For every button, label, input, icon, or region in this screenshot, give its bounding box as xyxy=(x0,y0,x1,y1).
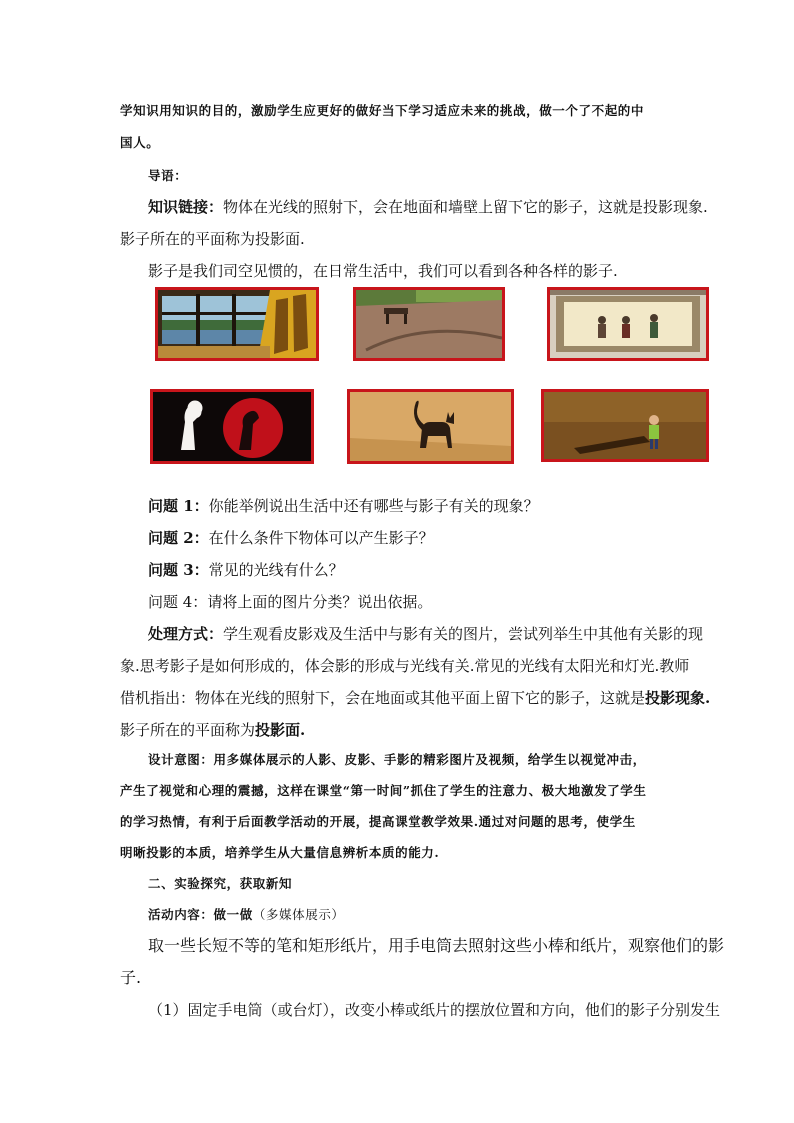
shadow-play-photo xyxy=(547,287,709,361)
activity-line xyxy=(148,905,708,925)
design-label: 设计意图： xyxy=(148,752,214,767)
intro-line-2: 国人。 xyxy=(120,135,160,150)
guide-label: 导语： xyxy=(148,168,188,183)
design-line-4: 明晰投影的本质，培养学生从大量信息辨析本质的能力. xyxy=(120,845,440,860)
method-term-projection: 投影现象. xyxy=(645,689,711,707)
design-line-3: 的学习热情，有利于后面教学活动的开展，提高课堂教学效果.通过对问题的思考，使学生 xyxy=(120,814,636,829)
method-line-2: 象.思考影子是如何形成的，体会影的形成与光线有关.常见的光线有太阳光和灯光.教师 xyxy=(120,657,690,675)
question-4 xyxy=(148,592,708,612)
child-shadow-photo xyxy=(541,389,709,462)
cat-shadow-photo xyxy=(347,389,514,464)
experiment-line-1: 取一些长短不等的笔和矩形纸片，用手电筒去照射这些小棒和纸片，观察他们的影 xyxy=(148,936,725,955)
design-line-2: 产生了视觉和心理的震撼，这样在课堂“第一时间”抓住了学生的注意力、极大地激发了学生 xyxy=(120,783,647,798)
method-text-1: 学生观看皮影戏及生活中与影有关的图片，尝试列举生中其他有关影的现 xyxy=(223,625,704,643)
child-shadow-image xyxy=(544,392,706,459)
question-3-text: 常见的光线有什么？ xyxy=(208,561,344,579)
knowledge-label: 知识链接： xyxy=(148,198,224,216)
activity-label: 活动内容：做一做 xyxy=(148,907,253,922)
method-label: 处理方式： xyxy=(148,625,224,643)
park-bench-image xyxy=(356,290,502,358)
method-line-3 xyxy=(120,688,711,708)
question-2-text: 在什么条件下物体可以产生影子？ xyxy=(208,529,434,547)
window-shadow-photo xyxy=(155,287,319,361)
question-3-label: 问题 3： xyxy=(148,561,209,579)
activity-note: （多媒体展示） xyxy=(252,907,345,922)
experiment-line-2: 子. xyxy=(120,968,142,987)
question-4-text: 请将上面的图片分类？说出依据。 xyxy=(207,593,433,611)
design-text-1: 用多媒体展示的人影、皮影、手影的精彩图片及视频，给学生以视觉冲击， xyxy=(213,752,646,767)
step-1: （1）固定手电筒（或台灯），改变小棒或纸片的摆放位置和方向，他们的影子分别发生 xyxy=(148,1001,721,1019)
method-text-3: 借机指出：物体在光线的照射下，会在地面或其他平面上留下它的影子，这就是 xyxy=(120,689,646,707)
method-term-plane: 投影面. xyxy=(255,721,306,739)
window-shadow-image xyxy=(158,290,316,358)
method-text-4: 影子所在的平面称为 xyxy=(120,721,256,739)
question-2 xyxy=(148,528,708,548)
knowledge-text-1: 物体在光线的照射下，会在地面和墙壁上留下它的影子，这就是投影现象. xyxy=(223,198,708,216)
cat-shadow-image xyxy=(350,392,511,461)
hand-shadow-photo xyxy=(150,389,314,464)
section-2-title: 二、实验探究，获取新知 xyxy=(148,876,293,891)
design-line-1 xyxy=(148,750,708,770)
shadow-play-image xyxy=(550,290,706,358)
question-4-label: 问题 4： xyxy=(148,593,208,611)
question-1 xyxy=(148,496,708,516)
knowledge-line-1 xyxy=(148,197,708,217)
question-2-label: 问题 2： xyxy=(148,529,209,547)
method-line-1 xyxy=(148,624,708,644)
park-bench-photo xyxy=(353,287,505,361)
question-1-label: 问题 1： xyxy=(148,497,209,515)
question-3 xyxy=(148,560,708,580)
knowledge-line-2: 影子所在的平面称为投影面. xyxy=(120,230,305,248)
method-line-4 xyxy=(120,720,680,740)
intro-line-1: 学知识用知识的目的，激励学生应更好的做好当下学习适应未来的挑战，做一个了不起的中 xyxy=(120,103,645,118)
shadow-intro: 影子是我们司空见惯的，在日常生活中，我们可以看到各种各样的影子. xyxy=(148,262,618,280)
question-1-text: 你能举例说出生活中还有哪些与影子有关的现象？ xyxy=(208,497,539,515)
hand-shadow-image xyxy=(153,392,311,461)
